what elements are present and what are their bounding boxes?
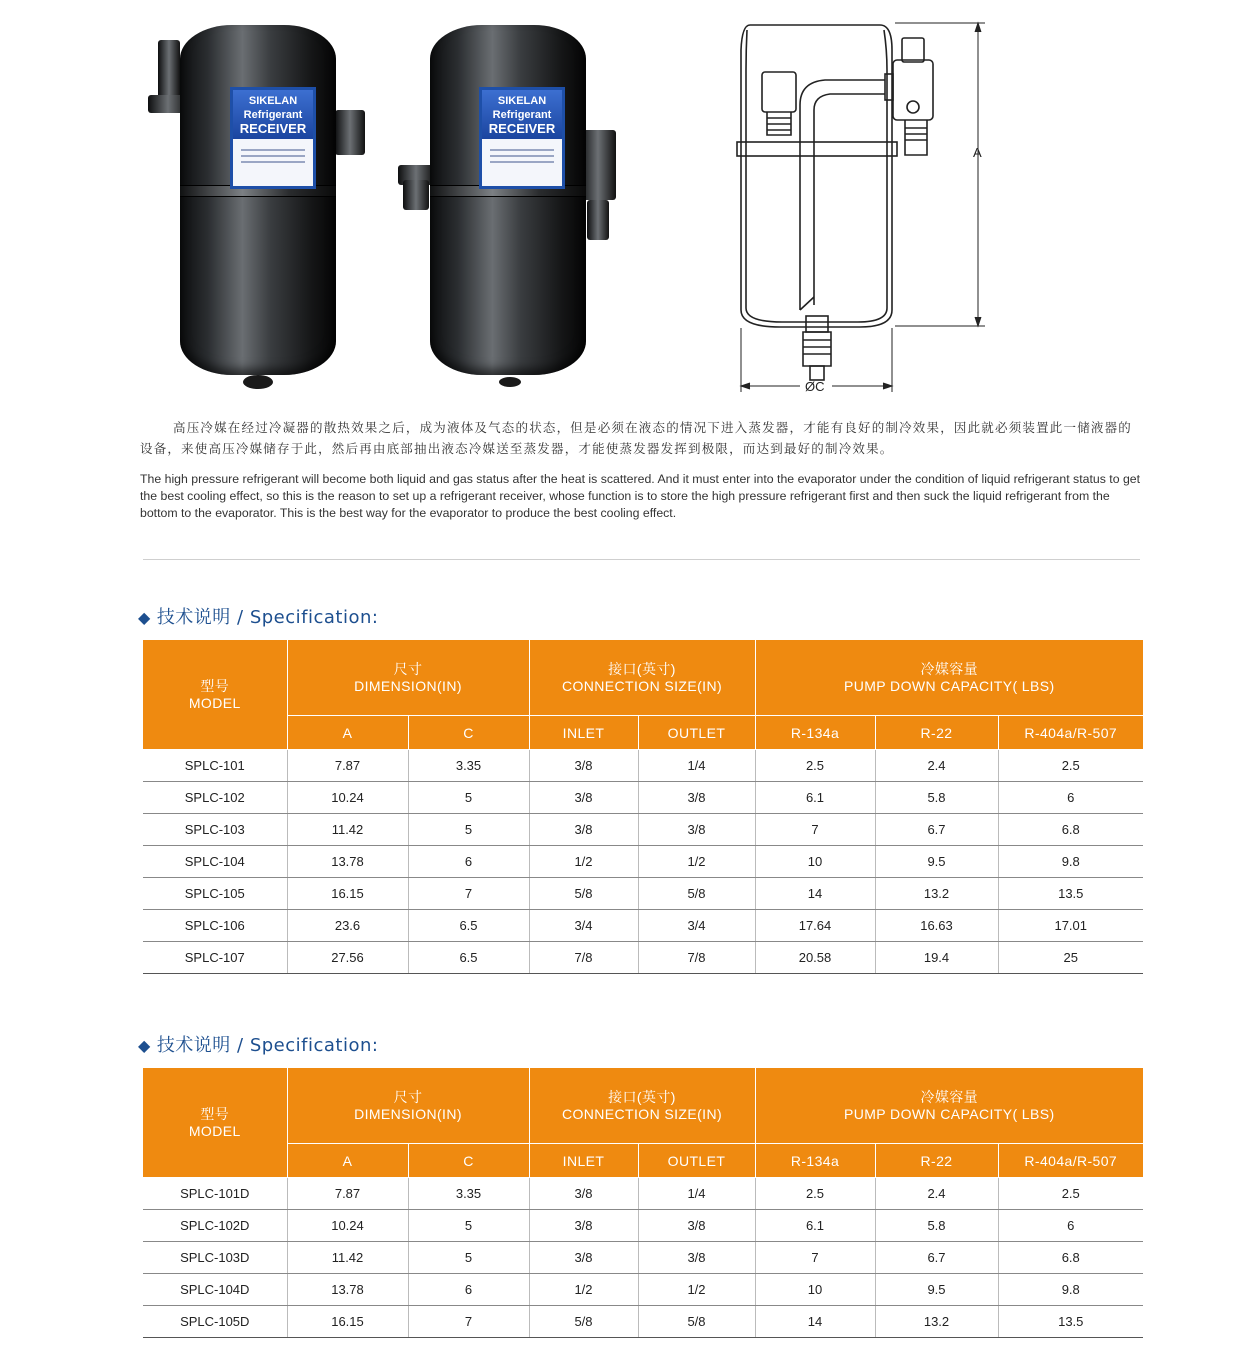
table-row (143, 1210, 1143, 1242)
label-refrigerant: Refrigerant (243, 109, 303, 121)
cell-r134a: 6.1 (755, 782, 875, 814)
cell-inlet: 5/8 (529, 878, 638, 910)
inlet-fitting-nut (403, 180, 429, 210)
table-row (143, 1178, 1143, 1210)
dimension-c-label: ØC (805, 379, 825, 394)
header-dimension-en: DIMENSION(IN) (354, 677, 462, 694)
header-r22: R-22 (875, 1144, 998, 1178)
header-r134a: R-134a (755, 1144, 875, 1178)
cell-outlet: 3/8 (638, 782, 755, 814)
cell-inlet: 3/8 (529, 1210, 638, 1242)
cell-r404a: 13.5 (998, 878, 1143, 910)
table-row (143, 878, 1143, 910)
header-dimension (287, 640, 529, 716)
label-receiver: RECEIVER (239, 121, 307, 136)
header-c: C (408, 1144, 529, 1178)
header-model (143, 640, 287, 750)
cell-r404a: 2.5 (998, 1178, 1143, 1210)
cell-r404a: 6 (998, 782, 1143, 814)
cell-model: SPLC-103 (143, 814, 287, 846)
table-row (143, 942, 1143, 974)
header-connection-en: CONNECTION SIZE(IN) (561, 677, 723, 694)
cell-r134a: 7 (755, 1242, 875, 1274)
header-model-en: MODEL (188, 694, 241, 711)
cell-r404a: 2.5 (998, 750, 1143, 782)
cell-dim-c: 5 (408, 1210, 529, 1242)
header-r404a: R-404a/R-507 (998, 1144, 1143, 1178)
cell-dim-c: 5 (408, 782, 529, 814)
dimension-a-label: A (973, 145, 982, 160)
header-outlet: OUTLET (638, 716, 755, 750)
cell-model: SPLC-104 (143, 846, 287, 878)
cell-inlet: 3/8 (529, 1242, 638, 1274)
cell-model: SPLC-105 (143, 878, 287, 910)
cell-r22: 5.8 (875, 1210, 998, 1242)
table-row (143, 910, 1143, 942)
header-r22: R-22 (875, 716, 998, 750)
cell-dim-c: 6 (408, 846, 529, 878)
header-a: A (287, 1144, 408, 1178)
cell-r134a: 10 (755, 846, 875, 878)
cell-outlet: 1/2 (638, 846, 755, 878)
header-connection-en: CONNECTION SIZE(IN) (561, 1105, 723, 1122)
cell-outlet: 5/8 (638, 878, 755, 910)
cell-dim-a: 10.24 (287, 782, 408, 814)
header-outlet: OUTLET (638, 1144, 755, 1178)
cell-r134a: 14 (755, 1306, 875, 1338)
cell-r134a: 7 (755, 814, 875, 846)
header-capacity-cn: 冷媒容量 (920, 660, 979, 677)
spec-table-2 (143, 1068, 1143, 1338)
cell-model: SPLC-103D (143, 1242, 287, 1274)
header-model-cn: 型号 (200, 1105, 230, 1122)
table-row (143, 1274, 1143, 1306)
technical-drawing (720, 10, 1000, 400)
cell-dim-a: 23.6 (287, 910, 408, 942)
cell-r22: 16.63 (875, 910, 998, 942)
cell-inlet: 3/8 (529, 750, 638, 782)
cell-model: SPLC-106 (143, 910, 287, 942)
cell-inlet: 3/8 (529, 782, 638, 814)
cell-inlet: 3/4 (529, 910, 638, 942)
product-label (479, 87, 565, 189)
cell-dim-a: 13.78 (287, 1274, 408, 1306)
label-brand: SIKELAN (497, 95, 547, 107)
label-receiver: RECEIVER (488, 121, 556, 136)
description-english: The high pressure refrigerant will become both liquid and gas status after the heat is scattered. And it must enter into the evaporator under the condition of liquid refrigerant status to get the best cooling effect, so this is the reason to set up a refrigerant receiver, whose function is to store the high pressure refrigerant first and then suck the liquid refrigerant from the bottom to the evaporator. This is the best way for the evaporator to produce the best cooling effect. (140, 472, 1141, 520)
cell-r22: 19.4 (875, 942, 998, 974)
cell-model: SPLC-102 (143, 782, 287, 814)
tank-body (180, 25, 336, 375)
cell-outlet: 1/4 (638, 1178, 755, 1210)
cell-r134a: 6.1 (755, 1210, 875, 1242)
tank-body (430, 25, 586, 375)
tank-foot (243, 375, 273, 389)
section-divider (143, 559, 1140, 560)
spec-table-2-body (143, 1178, 1143, 1338)
tank-foot (499, 377, 521, 387)
cell-r22: 5.8 (875, 782, 998, 814)
header-connection-cn: 接口(英寸) (608, 1088, 676, 1105)
cell-r404a: 13.5 (998, 1306, 1143, 1338)
diamond-bullet-icon: ◆ (138, 608, 151, 627)
table-row (143, 782, 1143, 814)
header-inlet: INLET (529, 716, 638, 750)
cell-outlet: 3/4 (638, 910, 755, 942)
cell-dim-c: 3.35 (408, 750, 529, 782)
cell-r22: 6.7 (875, 814, 998, 846)
table-row (143, 814, 1143, 846)
spec-heading-text: 技术说明 / Specification: (156, 607, 379, 628)
label-refrigerant: Refrigerant (492, 109, 552, 121)
cell-model: SPLC-102D (143, 1210, 287, 1242)
product-photo-right (395, 25, 625, 405)
cell-inlet: 7/8 (529, 942, 638, 974)
cell-r404a: 25 (998, 942, 1143, 974)
cell-dim-c: 7 (408, 1306, 529, 1338)
cell-r134a: 10 (755, 1274, 875, 1306)
spec-table-1 (143, 640, 1143, 974)
cell-r404a: 6.8 (998, 814, 1143, 846)
cell-model: SPLC-101 (143, 750, 287, 782)
cell-dim-a: 7.87 (287, 750, 408, 782)
cell-inlet: 3/8 (529, 814, 638, 846)
cell-dim-a: 16.15 (287, 878, 408, 910)
cell-r404a: 9.8 (998, 846, 1143, 878)
diamond-bullet-icon: ◆ (138, 1036, 151, 1055)
cell-outlet: 3/8 (638, 814, 755, 846)
cell-dim-a: 27.56 (287, 942, 408, 974)
table-row (143, 1242, 1143, 1274)
header-capacity (755, 640, 1143, 716)
cell-dim-a: 7.87 (287, 1178, 408, 1210)
cell-dim-c: 3.35 (408, 1178, 529, 1210)
header-c: C (408, 716, 529, 750)
cell-model: SPLC-107 (143, 942, 287, 974)
header-capacity-en: PUMP DOWN CAPACITY( LBS) (843, 677, 1055, 694)
header-model-en: MODEL (188, 1122, 241, 1139)
cell-model: SPLC-101D (143, 1178, 287, 1210)
header-dimension-en: DIMENSION(IN) (354, 1105, 462, 1122)
cell-r22: 9.5 (875, 846, 998, 878)
cell-dim-a: 11.42 (287, 814, 408, 846)
header-model (143, 1068, 287, 1178)
cell-inlet: 1/2 (529, 846, 638, 878)
cell-inlet: 5/8 (529, 1306, 638, 1338)
cell-r404a: 6.8 (998, 1242, 1143, 1274)
cell-r22: 13.2 (875, 1306, 998, 1338)
cell-r22: 2.4 (875, 750, 998, 782)
label-brand: SIKELAN (248, 95, 298, 107)
valve-fitting-top (158, 40, 180, 100)
header-connection-cn: 接口(英寸) (608, 660, 676, 677)
description-chinese: 高压冷媒在经过冷凝器的散热效果之后，成为液体及气态的状态，但是必须在液态的情况下进入蒸发器，才能有良好的制冷效果，因此就必须装置此一储液器的设备，来使高压冷媒储存于此，然后再由底部抽出液态冷媒送至蒸发器，才能使蒸发器发挥到极限，而达到最好的制冷效果。 (140, 420, 1133, 456)
spec-heading-2 (138, 1031, 378, 1057)
cell-dim-c: 5 (408, 814, 529, 846)
cell-r404a: 9.8 (998, 1274, 1143, 1306)
cell-dim-c: 6 (408, 1274, 529, 1306)
header-connection (529, 640, 755, 716)
cell-model: SPLC-104D (143, 1274, 287, 1306)
header-connection (529, 1068, 755, 1144)
cell-dim-c: 6.5 (408, 910, 529, 942)
header-capacity-cn: 冷媒容量 (920, 1088, 979, 1105)
cell-r22: 2.4 (875, 1178, 998, 1210)
header-a: A (287, 716, 408, 750)
cell-r134a: 20.58 (755, 942, 875, 974)
header-capacity-en: PUMP DOWN CAPACITY( LBS) (843, 1105, 1055, 1122)
cell-outlet: 5/8 (638, 1306, 755, 1338)
header-dimension-cn: 尺寸 (393, 1088, 423, 1105)
header-dimension (287, 1068, 529, 1144)
cell-inlet: 1/2 (529, 1274, 638, 1306)
cell-dim-a: 10.24 (287, 1210, 408, 1242)
spec-heading-1 (138, 603, 378, 629)
cell-r404a: 6 (998, 1210, 1143, 1242)
table-row (143, 1306, 1143, 1338)
table-row (143, 846, 1143, 878)
cell-inlet: 3/8 (529, 1178, 638, 1210)
cell-r404a: 17.01 (998, 910, 1143, 942)
outlet-fitting (335, 110, 365, 155)
cell-outlet: 7/8 (638, 942, 755, 974)
spec-heading-text: 技术说明 / Specification: (156, 1035, 379, 1056)
cell-dim-a: 16.15 (287, 1306, 408, 1338)
cell-r22: 13.2 (875, 878, 998, 910)
cell-outlet: 1/2 (638, 1274, 755, 1306)
header-dimension-cn: 尺寸 (393, 660, 423, 677)
cell-r134a: 2.5 (755, 750, 875, 782)
cell-dim-a: 11.42 (287, 1242, 408, 1274)
header-r404a: R-404a/R-507 (998, 716, 1143, 750)
cell-dim-c: 7 (408, 878, 529, 910)
cell-dim-c: 6.5 (408, 942, 529, 974)
cell-r134a: 17.64 (755, 910, 875, 942)
cell-outlet: 1/4 (638, 750, 755, 782)
cell-model: SPLC-105D (143, 1306, 287, 1338)
cell-r134a: 14 (755, 878, 875, 910)
valve-fitting-cap (587, 200, 609, 240)
cell-r134a: 2.5 (755, 1178, 875, 1210)
cell-outlet: 3/8 (638, 1210, 755, 1242)
cell-dim-a: 13.78 (287, 846, 408, 878)
product-photo-left (140, 25, 370, 405)
header-capacity (755, 1068, 1143, 1144)
header-model-cn: 型号 (200, 677, 230, 694)
cell-r22: 6.7 (875, 1242, 998, 1274)
product-label (230, 87, 316, 189)
cell-dim-c: 5 (408, 1242, 529, 1274)
cell-r22: 9.5 (875, 1274, 998, 1306)
header-inlet: INLET (529, 1144, 638, 1178)
spec-table-1-body (143, 750, 1143, 974)
header-r134a: R-134a (755, 716, 875, 750)
table-row (143, 750, 1143, 782)
cell-outlet: 3/8 (638, 1242, 755, 1274)
